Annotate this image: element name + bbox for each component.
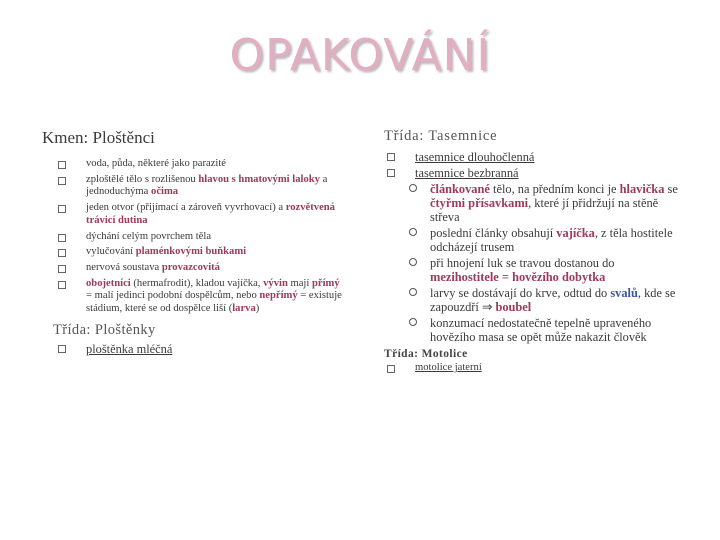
square-bullet-icon xyxy=(58,281,66,289)
text-run: , z těla hostitele odcházejí trusem xyxy=(430,226,673,254)
list-item xyxy=(384,150,684,164)
square-bullet-icon xyxy=(58,265,66,273)
square-bullet-icon xyxy=(58,234,66,242)
text-run: , které jí přidržují na stěně střeva xyxy=(430,196,659,224)
text-run: mezihostitele = hovězího dobytka xyxy=(430,270,606,284)
list-item xyxy=(384,362,684,375)
circle-bullet-icon xyxy=(409,258,417,266)
text-run: dýchání celým povrchem těla xyxy=(86,230,212,242)
text-run: nepřímý xyxy=(259,290,298,302)
text-run: čtyřmi přísavkami xyxy=(430,196,529,210)
list-item xyxy=(55,342,342,356)
right-sub-list xyxy=(407,182,684,344)
square-bullet-icon xyxy=(58,249,66,257)
text-run: provazcovitá xyxy=(161,262,220,274)
right-subheading2: Třída: Motolice xyxy=(384,348,468,360)
text-run: konzumací nedostatečně tepelně upraveného hovězího masa se opět může nakazit člověk xyxy=(430,316,652,344)
left-column xyxy=(42,128,342,358)
text-run: zploštělé tělo s rozlišenou xyxy=(86,173,199,185)
square-bullet-icon xyxy=(58,177,66,185)
text-run: boubel xyxy=(495,300,532,314)
list-item xyxy=(55,202,342,227)
text-run: = malí jedinci podobní dospělcům, nebo xyxy=(86,290,260,302)
text-run: plaménkovými buňkami xyxy=(135,246,247,258)
text-run: = existuje stádium, které se od dospělce liší ( xyxy=(86,290,342,315)
right-list xyxy=(384,150,684,180)
right-heading: Třída: Tasemnice xyxy=(384,128,498,144)
text-run: očima xyxy=(151,186,179,198)
square-bullet-icon xyxy=(387,169,395,177)
list-item xyxy=(55,278,342,316)
list-item xyxy=(407,286,684,314)
text-run: jeden otvor (přijímací a zároveň vyvrhovací) a xyxy=(86,202,286,214)
text-run: nervová soustava xyxy=(86,262,162,274)
left-list xyxy=(55,158,342,316)
circle-bullet-icon xyxy=(409,288,417,296)
text-run: mají xyxy=(287,277,312,289)
page-title: OPAKOVÁNÍ xyxy=(229,30,491,81)
text-run: svalů xyxy=(610,286,638,300)
list-item xyxy=(55,262,342,275)
square-bullet-icon xyxy=(387,365,395,373)
circle-bullet-icon xyxy=(409,184,417,192)
text-run: larvy se dostávají do krve, odtud do xyxy=(430,286,611,300)
list-item xyxy=(384,166,684,180)
text-run: (hermafrodit), kladou vajíčka, xyxy=(130,277,264,289)
list-item xyxy=(407,182,684,224)
text-run: a jednoduchýma xyxy=(86,173,328,198)
text-run: přímý xyxy=(311,277,340,289)
list-item xyxy=(407,226,684,254)
circle-bullet-icon xyxy=(409,318,417,326)
list-item-label: tasemnice dlouhočlenná xyxy=(415,150,535,164)
square-bullet-icon xyxy=(58,205,66,213)
text-run: , kde se zapouzdří ⇒ xyxy=(430,286,676,314)
list-item xyxy=(407,256,684,284)
text-run: vylučování xyxy=(86,246,136,258)
text-run: larva xyxy=(232,303,256,315)
text-run: rozvětvená trávicí dutina xyxy=(86,202,335,226)
list-item-label: ploštěnka mléčná xyxy=(86,341,173,356)
list-item xyxy=(55,231,342,244)
right-column xyxy=(384,128,684,378)
text-run: ) xyxy=(255,303,260,315)
text-run: se xyxy=(664,182,678,196)
list-item xyxy=(55,174,342,199)
text-run: vývin xyxy=(263,277,288,289)
text-run: poslední články obsahují xyxy=(430,226,557,240)
text-run: při hnojení luk se travou dostanou do xyxy=(430,256,615,270)
left-subheading: Třída: Ploštěnky xyxy=(53,321,156,338)
list-item-label: motolice jaterní xyxy=(415,362,482,373)
text-run: hlavička xyxy=(619,182,665,196)
text-run: voda, půda, některé jako parazité xyxy=(86,158,227,169)
circle-bullet-icon xyxy=(409,228,417,236)
list-item xyxy=(55,246,342,259)
list-item xyxy=(407,316,684,344)
right-list2 xyxy=(384,362,684,375)
list-item xyxy=(55,158,342,171)
text-run: vajíčka xyxy=(556,226,595,240)
square-bullet-icon xyxy=(58,345,66,353)
text-run: hlavou s hmatovými laloky xyxy=(198,173,320,185)
list-item-label: tasemnice bezbranná xyxy=(415,166,519,180)
square-bullet-icon xyxy=(58,161,66,169)
text-run: tělo, na předním konci je xyxy=(489,182,620,196)
left-heading: Kmen: Ploštěnci xyxy=(42,128,155,147)
text-run: článkované xyxy=(430,182,490,196)
left-sub-list xyxy=(55,342,342,356)
text-run: obojetníci xyxy=(86,277,131,289)
square-bullet-icon xyxy=(387,153,395,161)
